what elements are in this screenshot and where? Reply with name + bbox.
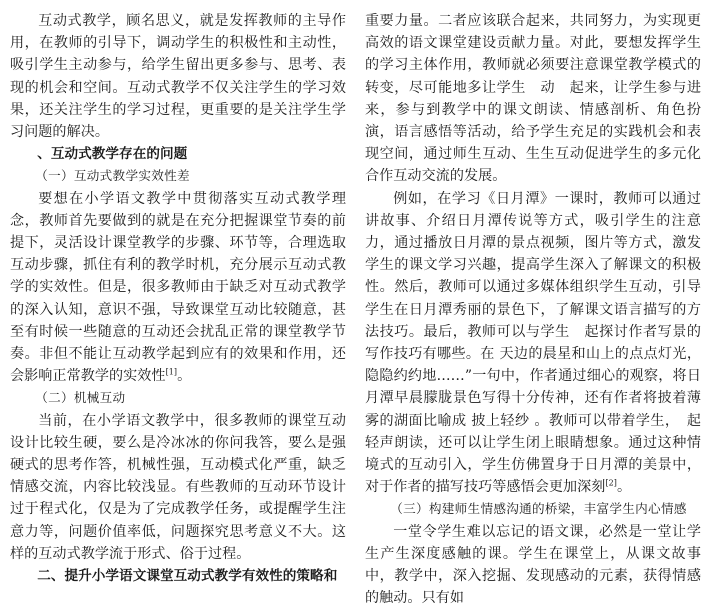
left-column bbox=[10, 10, 346, 587]
example-paragraph bbox=[365, 188, 701, 499]
example-paragraph-text: 例如，在学习《日月潭》一课时，教师可以通过讲故事、介绍日月潭传说等方式，吸引学生的注意力，通过播放日月潭的景点视频，图片等方式，激发学生的课文学习兴趣，提高学生深入了解课文的积极性。然后，教师可以通过多媒体组织学生互动，引导学生在日月潭秀丽的景色下，了解课文语言描写的方法技巧。最后，教师可以与学生 起探讨作者写景的写作技巧有哪些。在 天边的晨星和山上的点点灯光，隐隐约约地……”一句中，作者通过细心的观察，将日月潭早晨朦胧景色写得十分传神，还有作者将披着薄雾的湖面比喻成 披上轻纱 。教师可以带着学生， 起轻声朗读，还可以让学生闭上眼睛想象。通过这种情境式的互动引入，学生仿佛置身于日月潭的美景中，对于作者的描写技巧等感悟会更加深刻 bbox=[365, 190, 701, 496]
paragraph-mechanical: 当前，在小学语文教学中，很多教师的课堂互动设计比较生硬，要么是冷冰冰的你问我答，要么是强硬式的思考作答，机械性强，互动模式化严重，缺乏情感交流，内容比较浅显。有些教师的互动环节设计过于程式化，仅是为了完成教学任务，或提醒学生注意力等，问题价值率低，问题探究思考意义不大。这样的互动式教学流于形式、俗于过程。 bbox=[10, 412, 346, 562]
subheading-effectiveness: （一）互动式教学实效性差 bbox=[35, 168, 190, 184]
subheading-mechanical: （二）机械互动 bbox=[35, 390, 126, 406]
right-column bbox=[365, 10, 701, 609]
intro-paragraph: 互动式教学，顾名思义，就是发挥教师的主导作用，在教师的引导下，调动学生的积极性和主动性，吸引学生主动参与，给学生留出更多参与、思考、表现的机会和空间。互动式教学不仅关注学生的学习效果，还关注学生的学习过程，更重要的是关注学生学习问题的解决。 bbox=[10, 13, 346, 141]
citation-ref-1: [1] bbox=[165, 367, 178, 377]
continued-paragraph: 重要力量。二者应该联合起来，共同努力，为实现更高效的语文课堂建设贡献力量。对此，要想发挥学生的学习主体作用，教师就必须要注意课堂教学模式的转变，尽可能地多让学生 动 起来，让学生参与进来，参与到教学中的课文朗读、情感剖析、角色扮演，语言感悟等活动，给予学生充足的实践机会和表现空间，通过师生互动、生生互动促进学生的多元化合作互动交流的发展。 bbox=[365, 13, 701, 185]
subheading-emotion-bridge: （三）构建师生情感沟通的桥梁，丰富学生内心情感 bbox=[390, 501, 687, 517]
section-heading-problems: 、互动式教学存在的问题 bbox=[37, 146, 188, 163]
citation-ref-2: [2] bbox=[605, 478, 617, 488]
example-paragraph-end: 。 bbox=[616, 479, 632, 496]
paragraph-effectiveness bbox=[10, 188, 346, 388]
paragraph-effectiveness-text: 要想在小学语文教学中贯彻落实互动式教学理念，教师首先要做到的就是在充分把握课堂节奏的前提下，灵活设计课堂教学的步骤、环节等，合理选取互动步骤，抓住有利的教学时机，充分展示互动式教学的实效性。但是，很多教师由于缺乏对互动式教学的深入认知，意识不强，导致课堂互动比较随意，甚至有时候一些随意的互动还会扰乱正常的课堂教学节奏。非但不能让互动教学起到应有的效果和作用，还会影响正常教学的实效性 bbox=[10, 190, 346, 385]
paragraph-effectiveness-end: 。 bbox=[177, 368, 192, 385]
section-heading-strategies: 二、提升小学语文课堂互动式教学有效性的策略和 bbox=[37, 568, 338, 585]
paragraph-emotion: 一堂令学生难以忘记的语文课，必然是一堂让学生产生深度感触的课。学生在课堂上，从课文故事中，教学中，深入挖掘、发现感动的元素，获得情感的触动。只有如 bbox=[365, 523, 701, 607]
